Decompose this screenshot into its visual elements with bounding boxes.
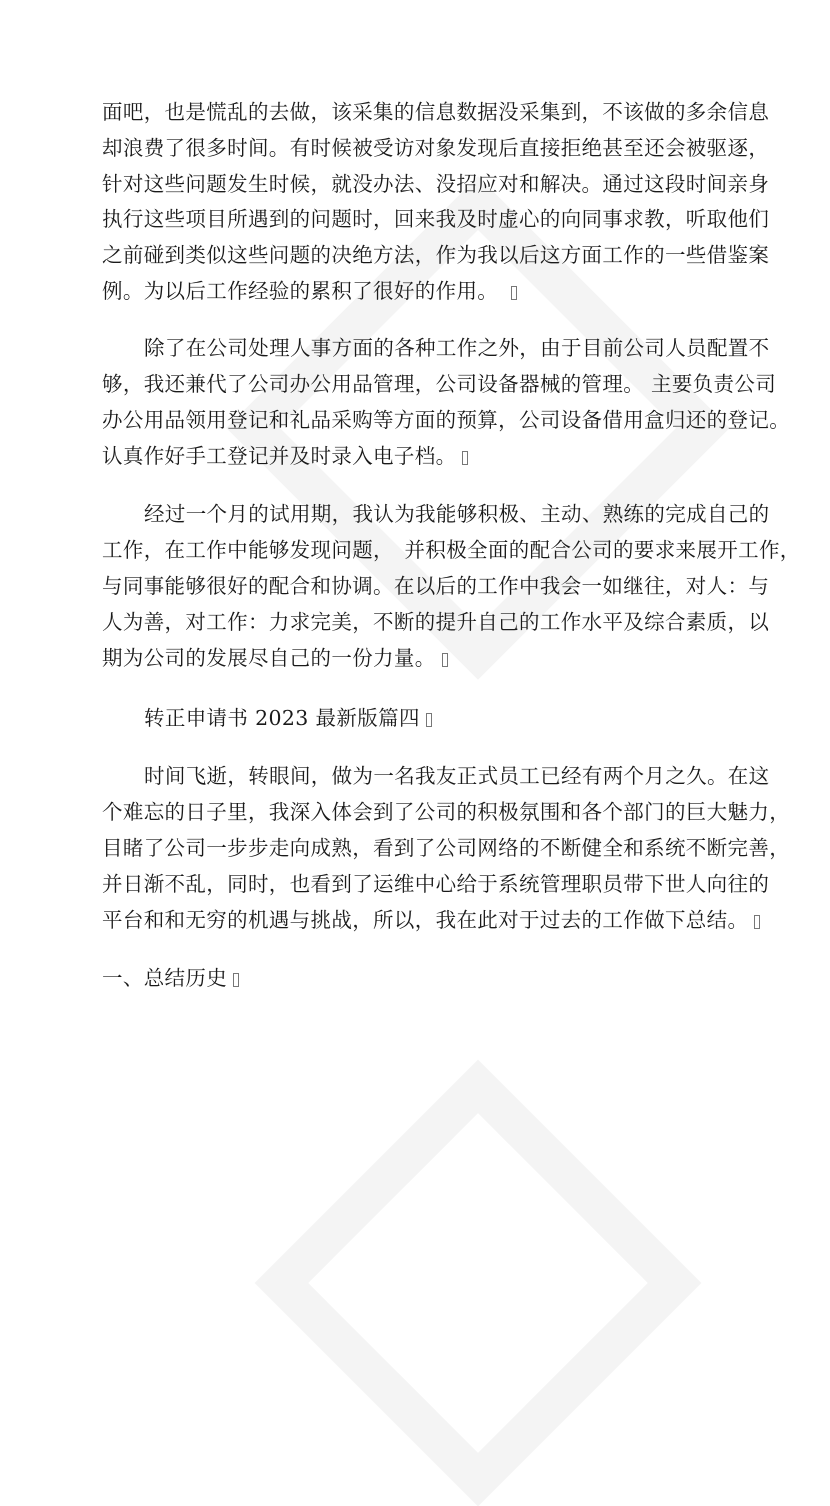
line-text: 针对这些问题发生时候，就没办法、没招应对和解决。通过这段时间亲身 — [102, 172, 770, 196]
text-line — [102, 966, 728, 990]
line-text: 面吧，也是慌乱的去做，该采集的信息数据没采集到，不该做的多余信息 — [102, 100, 770, 124]
text-line — [102, 574, 770, 598]
text-line — [144, 502, 770, 526]
paragraph-mark-icon — [754, 915, 760, 929]
text-line — [102, 872, 770, 896]
text-line — [102, 372, 777, 396]
text-line — [102, 100, 770, 124]
line-text: 办公用品领用登记和礼品采购等方面的预算，公司设备借用盒归还的登记。 — [102, 408, 791, 432]
line-text: 平台和和无穷的机遇与挑战，所以，我在此对于过去的工作做下总结。 — [102, 908, 749, 932]
text-line — [102, 279, 728, 303]
paragraph-mark-icon — [442, 653, 448, 667]
text-line — [102, 610, 770, 634]
line-text: 认真作好手工登记并及时录入电子档。 — [102, 444, 457, 468]
text-line — [102, 136, 770, 160]
line-text: 之前碰到类似这些问题的决绝方法，作为我以后这方面工作的一些借鉴案 — [102, 243, 770, 267]
text-line — [102, 444, 728, 468]
line-text: 时间飞逝，转眼间，做为一名我友正式员工已经有两个月之久。在这 — [144, 764, 770, 788]
line-text: 够，我还兼代了公司办公用品管理，公司设备器械的管理。 主要负责公司 — [102, 372, 777, 396]
line-text: 并日渐不乱，同时，也看到了运维中心给于系统管理职员带下世人向往的 — [102, 872, 770, 896]
line-text: 经过一个月的试用期，我认为我能够积极、主动、熟练的完成自己的 — [144, 502, 770, 526]
line-text: 工作，在工作中能够发现问题， 并积极全面的配合公司的要求来展开工作， — [102, 538, 801, 562]
line-text: 却浪费了很多时间。有时候被受访对象发现后直接拒绝甚至还会被驱逐， — [102, 136, 770, 160]
paragraph-mark-icon — [426, 713, 432, 727]
text-line — [102, 646, 728, 670]
paragraph-mark-icon — [233, 973, 239, 987]
text-line — [102, 908, 749, 932]
text-line — [144, 764, 770, 788]
text-line — [102, 800, 791, 824]
watermark-bottom — [255, 1060, 702, 1506]
line-text: 转正申请书 2023 最新版篇四 — [144, 706, 420, 730]
text-line — [102, 243, 770, 267]
line-text: 目睹了公司一步步走向成熟，看到了公司网络的不断健全和系统不断完善， — [102, 836, 791, 860]
text-line — [102, 207, 770, 231]
line-text: 执行这些项目所遇到的问题时，回来我及时虚心的向同事求教，听取他们 — [102, 207, 770, 231]
text-line — [144, 336, 770, 360]
text-line — [102, 408, 791, 432]
text-line — [102, 172, 770, 196]
line-text: 期为公司的发展尽自己的一份力量。 — [102, 646, 436, 670]
paragraph-mark-icon — [462, 451, 468, 465]
line-text: 人为善，对工作：力求完美，不断的提升自己的工作水平及综合素质，以 — [102, 610, 770, 634]
line-text: 与同事能够很好的配合和协调。在以后的工作中我会一如继往，对人：与 — [102, 574, 770, 598]
text-line — [102, 538, 801, 562]
text-line — [144, 706, 770, 730]
line-text: 一、总结历史 — [102, 966, 228, 990]
line-text: 例。为以后工作经验的累积了很好的作用。 — [102, 279, 506, 303]
line-text: 除了在公司处理人事方面的各种工作之外，由于目前公司人员配置不 — [144, 336, 770, 360]
text-line — [102, 836, 791, 860]
paragraph-mark-icon — [511, 286, 517, 300]
line-text: 个难忘的日子里，我深入体会到了公司的积极氛围和各个部门的巨大魅力， — [102, 800, 791, 824]
